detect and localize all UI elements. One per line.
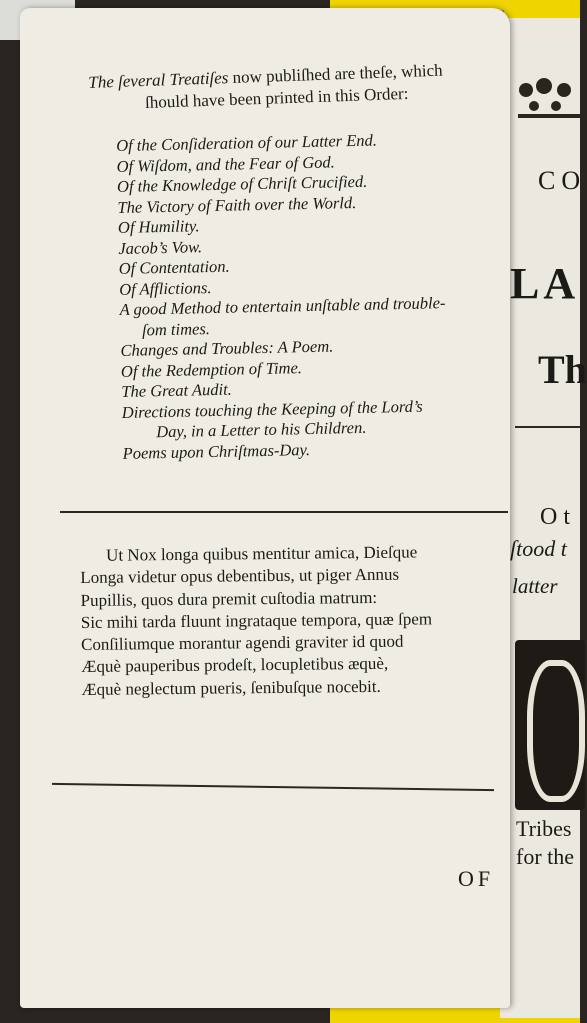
treatise-list bbox=[116, 128, 513, 464]
divider-top bbox=[60, 511, 508, 513]
decorated-initial bbox=[515, 640, 585, 810]
list-item: Of the Redemption of Time. bbox=[120, 357, 303, 381]
list-item: The Victory of Faith over the World. bbox=[117, 192, 357, 217]
right-page-latter: latter bbox=[512, 574, 558, 598]
list-item: Of Afflictions. bbox=[119, 277, 212, 299]
list-item: Of the Conſideration of our Latter End. bbox=[116, 130, 378, 155]
right-page-for-the: for the bbox=[516, 844, 575, 869]
list-item: ſom times. bbox=[141, 318, 211, 339]
list-item: Jacob’s Vow. bbox=[118, 236, 203, 258]
right-page-la: LA bbox=[510, 259, 580, 308]
list-item: Changes and Troubles: A Poem. bbox=[120, 336, 334, 360]
verse-line: Æquè neglectum pueris, ſenibuſque nocebit. bbox=[81, 676, 381, 699]
catchword: OF bbox=[458, 866, 495, 891]
list-item: Poems upon Chriſtmas-Day. bbox=[122, 439, 311, 463]
divider-bottom bbox=[52, 783, 494, 791]
right-page-o-t: O t bbox=[540, 504, 570, 530]
right-page-th: Th bbox=[538, 347, 587, 392]
header-italic: The ſeveral Treatiſes bbox=[88, 68, 229, 92]
book-page bbox=[20, 8, 510, 1008]
verse-line: Conſiliumque morantur agendi graviter id quod bbox=[80, 631, 404, 655]
list-item: Of Contentation. bbox=[118, 256, 230, 278]
page-header bbox=[88, 57, 509, 116]
verse-line: Æquè pauperibus prodeſt, locupletibus æquè, bbox=[81, 654, 389, 677]
verse-line: Pupillis, quos dura premit cuſtodia matrum: bbox=[80, 587, 378, 610]
verse-line: Sic mihi tarda fluunt ingrataque tempora, quæ ſpem bbox=[80, 609, 433, 632]
list-item: The Great Audit. bbox=[121, 379, 232, 401]
facing-page bbox=[500, 18, 587, 1018]
list-item: Of Wiſdom, and the Fear of God. bbox=[116, 151, 335, 176]
list-item: Day, in a Letter to his Children. bbox=[156, 417, 367, 442]
verse-line: Ut Nox longa quibus mentitur amica, Dieſque bbox=[106, 542, 418, 565]
list-item: Of Humility. bbox=[117, 216, 200, 237]
list-item: Directions touching the Keeping of the Lord’s bbox=[121, 396, 423, 422]
verse-line: Longa videtur opus debentibus, ut piger Annus bbox=[80, 564, 400, 588]
right-page-stood: ſtood t bbox=[510, 536, 567, 561]
list-item: Of the Knowledge of Chriſt Crucified. bbox=[116, 171, 368, 196]
latin-verse bbox=[80, 540, 512, 701]
ornament-icon bbox=[514, 60, 584, 130]
header-roman: now publiſhed are theſe, which bbox=[228, 60, 443, 88]
right-page-tribes: Tribes bbox=[516, 816, 572, 841]
header-line-2: ſhould have been printed in this Order: bbox=[144, 83, 409, 113]
right-page-rule bbox=[515, 426, 585, 428]
right-page-co: CO bbox=[538, 166, 587, 195]
list-item: A good Method to entertain unſtable and trouble- bbox=[119, 293, 446, 319]
